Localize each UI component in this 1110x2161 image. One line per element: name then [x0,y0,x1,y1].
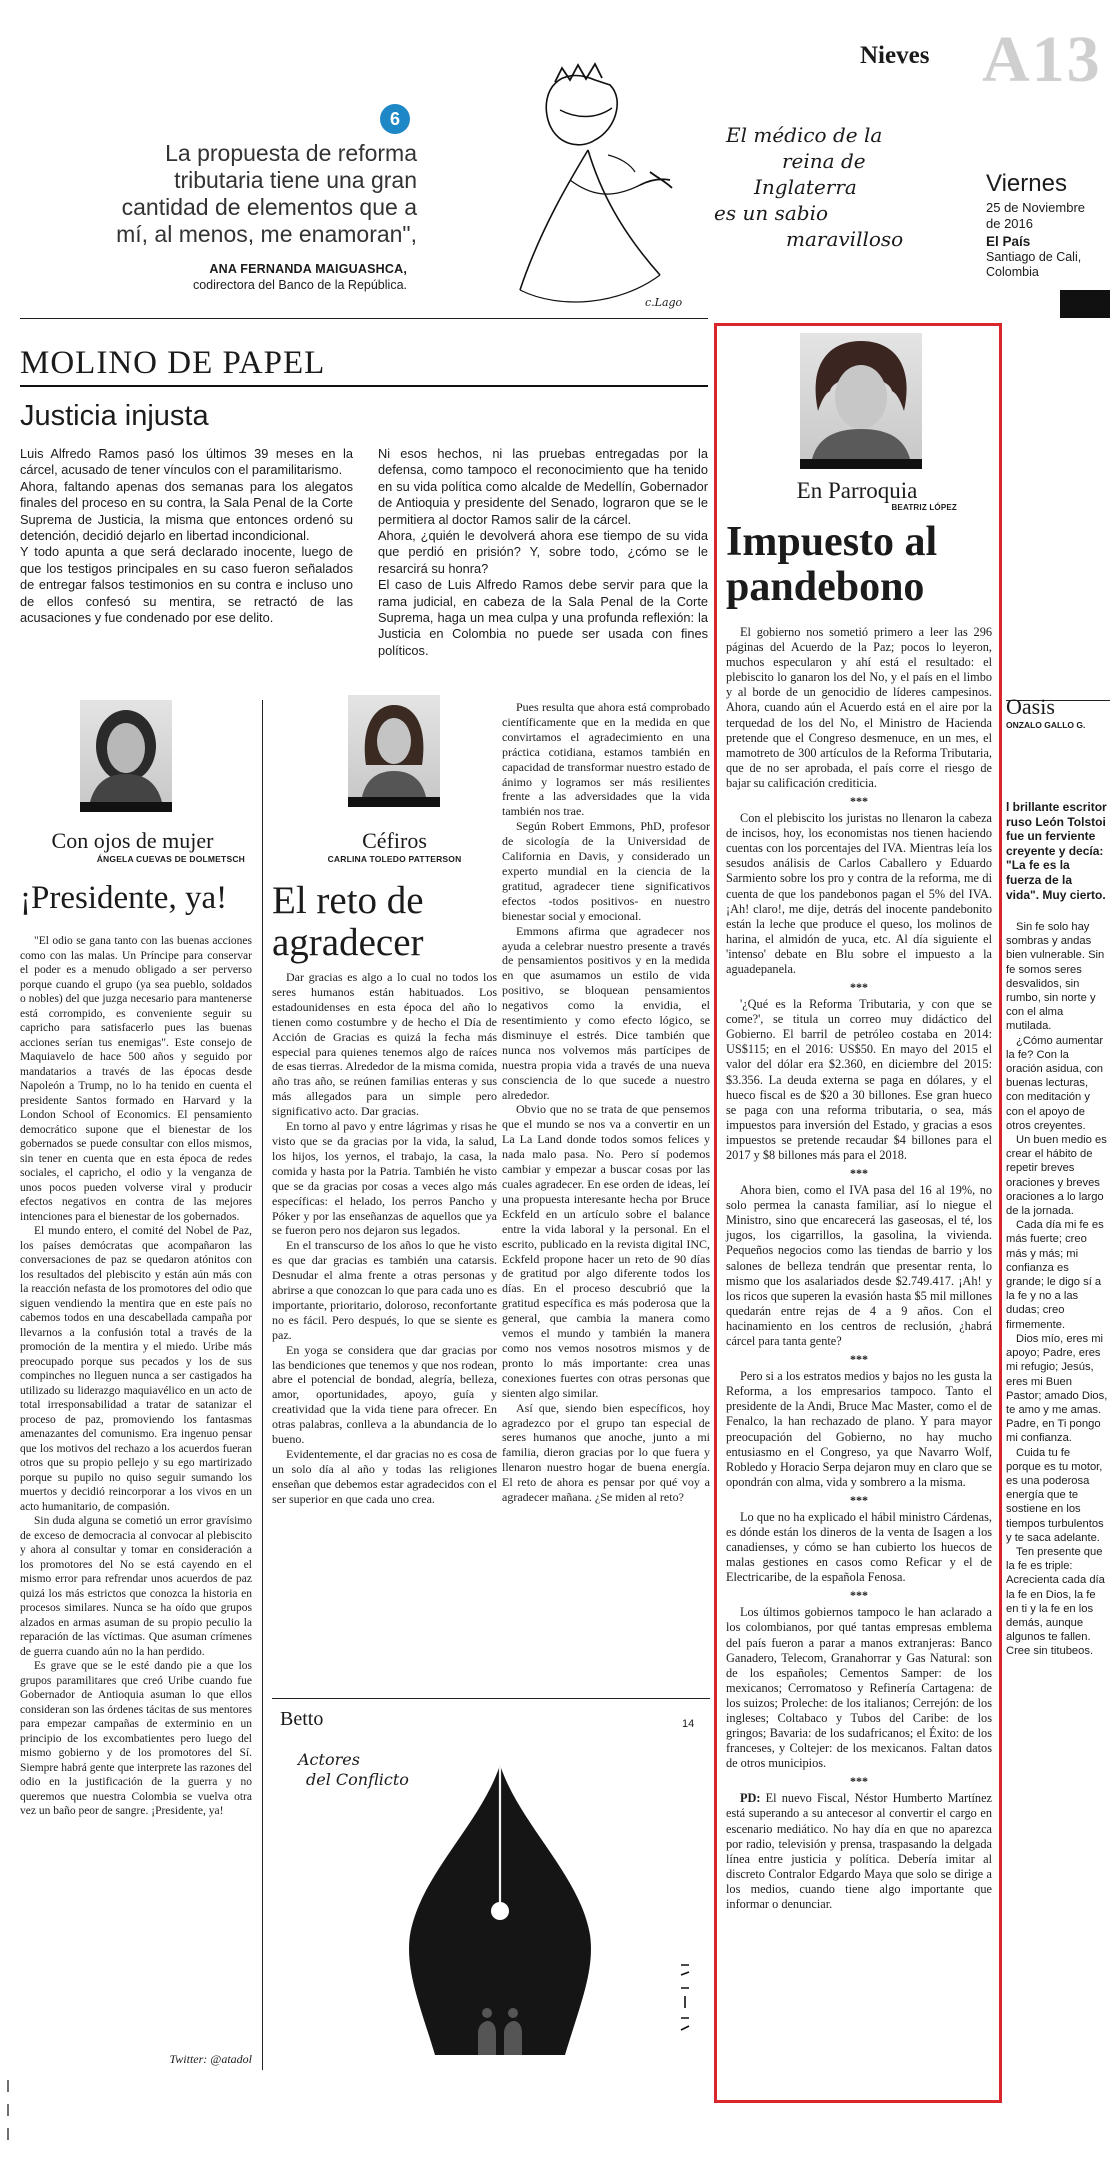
column-author: CARLINA TOLEDO PATTERSON [327,854,462,864]
cartoon-caption-line: del Conflicto [306,1770,409,1789]
divider [20,385,708,387]
paragraph: Pero si a los estratos medios y bajos no les gusta la Reforma, a los empresarios tampoco. Tanto el presidente de la Andi, Bruce Mac Master, como el de Fenalco, la han rechazado de plano. Y para mayor preocupación del Gobierno, no hay mucho entusiasmo en el Congreso, ya que Navarro Wolf, Robledo y Horacio Serpa dejaron muy en claro que se opondrán con alma, vida y sombrero a la misma. [726,1369,993,1489]
black-corner-block [1060,290,1110,318]
molino-header: MOLINO DE PAPEL [20,345,326,381]
author-photo [348,695,440,807]
article-body-col-b [502,700,710,1505]
paragraph: ¿Cómo aumentar la fe? Con la oración asidua, con buenas lecturas, con meditación y con el apoyo de otros creyentes. [1006,1034,1104,1132]
author-photo [80,700,172,812]
paragraph: Cuida tu fe porque es tu motor, es una poderosa energía que te sostiene en los tiempos turbulentos y te saca adelante. [1006,1446,1104,1544]
paragraph: Los últimos gobiernos tampoco le han aclarado a los colombianos, por qué tantas empresas emblema del país fueron a parar a manos extranjeras: Banco Ganadero, Telecom, Granahorrar y Gas Natural: son de los españoles; Cementos Samper: de los mexicanos; Cerromatoso y Refinería Cartagena: de los suizos; Proleche: de los italianos; Cerrejón: de los ingleses; Coltabaco y Tubos del Caribe: de los gringos; Bavaria: de los sudafricanos; el Éxito: de los franceses, y Coltejer: de los mexicanos. Faltan datos de otros municipios. [726,1605,992,1771]
cartoon-caption-line: Actores [298,1750,360,1769]
cartoon-mark: 14 [682,1718,695,1730]
paragraph: Luis Alfredo Ramos pasó los últimos 39 meses en la cárcel, acusado de tener vínculos con el paramilitarismo. [20,446,353,478]
paper-name: El País [986,234,1031,249]
separator: *** [850,1352,868,1367]
paragraph: Lo que no ha explicado el hábil ministro Cárdenas, es dónde están los dineros de la venta de Isagen a los canadienses, y cómo se han cubierto los huecos de malas gestiones en casos como Reficar y el de Electricaribe, de la española Fenosa. [726,1509,992,1585]
molino-title: Justicia injusta [20,400,209,432]
cartoon-caption-line: El médico de la [726,123,883,147]
column-author: BEATRIZ LÓPEZ [891,503,957,512]
paragraph: En el transcurso de los años lo que he visto es que dar gracias es también una catarsis. Desnudar el alma frente a otras personas y abrirse a que conozcan lo que para cada uno es importante, prioritario, doloroso, reconfortante no es fácil. Pero después, lo que se siente es paz. [272,1238,497,1342]
paragraph: Un buen medio es crear el hábito de repetir breves oraciones y breves oraciones a lo largo de la jornada. [1006,1134,1107,1218]
page-number: A13 [982,23,1102,96]
oasis-lead: l brillante escritor ruso León Tolstoi fue un ferviente creyente y decía: "La fe es la fuerza de la vida". Muy cierto. [1006,800,1107,902]
molino-column-1 [20,446,353,626]
paragraph: Y todo apunta a que será declarado inocente, luego de que los testigos principales en su caso fueron señalados de entregar falsos testimonios en su contra e incluso uno de ellos confesó su mentira, se retractó de las acusaciones y fue condenado por ese delito. [20,544,353,626]
twitter-handle: Twitter: @atadol [169,2052,252,2066]
date: 25 de Noviembre de 2016 [986,200,1085,231]
paragraph: Ahora, faltando apenas dos semanas para los alegatos finales del proceso en su contra, la Sala Penal de la Corte Suprema de Justicia, la misma que entonces ordenó su detención, decidió dejarlo en libertad incondicional. [20,478,353,544]
column-name: Con ojos de mujer [51,828,214,853]
cartoon-caption [710,122,915,252]
article-body-col-a [272,970,497,1507]
paragraph: Sin fe solo hay sombras y andas bien vulnerable. Sin fe somos seres desvalidos, sin rumbo, sin norte y con el alma mutilada. [1006,921,1105,1033]
paragraph: En torno al pavo y entre lágrimas y risas he visto que se da gracias por la vida, la salud, los hijos, los yernos, el trabajo, la casa, la comida y hasta por la Patria. También he visto que se da gracias por cosas a veces algo más específicas: el helado, los perros Pancho y Póker y por las enseñanzas de aquellos que ya se fueron pero nos dejaron sus legados. [272,1119,497,1238]
headline-line: Impuesto al [726,519,938,565]
pen-nib-cartoon [380,1755,620,2070]
paragraph: El gobierno nos sometió primero a leer las 296 páginas del Acuerdo de la Paz; pocos lo leyeron, muchos especularon y ahí está el resultado: el plebiscito lo ganaron los del No, y el país en el limbo y al borde de un genocidio de líderes campesinos. Ahora, cuando aún el Acuerdo está en el aire por la terquedad de los del No, el Ministro de Hacienda pretende que el Congreso desmenuce, en un mes, el mamotreto de 300 artículos de la Reforma Tributaria, que de no ser aprobada, el país corre el riesgo de bajar su calificación crediticia. [726,625,992,790]
paragraph: "El odio se gana tanto con las buenas acciones como con las malas. Un Príncipe para conservar el poder es a menudo obligado a ser perverso porque cuando el grupo (ya sea pueblo, soldados o nobles) del que juzga necesario para mantenerse está corrompido, es conveniente seguir su capricho para satisfacerlo pues las buenas acciones serían tus enemigas". Este consejo de Maquiavelo de hace 500 años y seguido por mandatarios a través de las épocas desde Napoleón a Trump, no lo ha tenido en cuenta el presidente Santos formado en Harvard y la London School of Economics. El pensamiento democrático supone que el bienestar de los gobernados se puede consultar con ellos mismos, sin tener en cuenta que en esta época de redes sociales, el capricho, el odio y la venganza de unos pocos pueden volverse viral y producir efectos negativos en contra de las mejores intenciones para el bienestar de los gobernados. [20,935,252,1223]
quote-author-role: codirectora del Banco de la República. [192,278,407,292]
column-name: Oasis [1006,694,1055,719]
paragraph: Ahora, ¿quién le devolverá ahora ese tiempo de su vida que perdió en prisión? Y, sobre todo, ¿cómo se le resarcirá su honra? [378,528,708,576]
divider [20,318,708,319]
paragraph: Es grave que se le esté dando pie a que los grupos paramilitares que creó Uribe cuando fue Gobernador de Antioquia asuman lo que ellos consideran son las órdenes tácitas de sus mentores para empezar campañas de exterminio en un principio de los excombatientes pero luego del mismo gobierno y de los promotores del Sí. Siempre habrá gente que interprete las razones del odio en la justificación de la guerra y no queremos que nuestra Colombia se vuelva otra vez un baño peor de sangre. ¡Presidente, ya! [20,1660,252,1817]
cartoon-caption-line: Inglaterra [754,175,857,199]
cartoon-side-marks [678,1960,692,2040]
paragraph: Emmons afirma que agradecer nos ayuda a celebrar nuestro presente a través de pensamientos positivos y en la medida en que asumamos un estilo de vida positivo, se bloquean pensamientos negativos como la envidia, el resentimiento y como efecto lógico, se disminuye el estrés. Dice también que nunca nos volvemos más partícipes de nuestra propia vida a través de una nueva consciencia de lo que sucede a nuestro alrededor. [502,923,710,1102]
divider [262,700,263,2070]
author-photo [800,333,922,469]
paragraph: El mundo entero, el comité del Nobel de Paz, los países demócratas que acompañaron las conversaciones de paz se quedaron atónitos con los resultados del plebiscito y están aún más con la reacción nefasta de los promotores del odio que siguen vendiendo la mentira que en este país no cabemos todos en una descabellada campaña por llevarnos a la confusión total a través de la promoción de la mentira y el miedo. Uribe más preocupado porque sus pecados y los de sus compinches no lleguen nunca a ser castigados ha utilizado su liderazgo maquiavélico en un acto de total irresponsabilidad a tratar de satanizar el proceso de paz, promoviendo los fantasmas amenazantes del comunismo. Era ingenuo pensar que los motivos del rechazo a los acuerdos fueran otros que su propio pellejo y su ego martirizado porque su pupilo no quiso seguir sumando los muertos y decidió reincorporar a los vivos en un acto humanitario, de compasión. [20,1225,252,1513]
paragraph: Dar gracias es algo a lo cual no todos los seres humanos están habituados. Los estadounidenses en esta época del año lo tienen como costumbre y de hecho el Día de Acción de Gracias es quizá la fecha más especial para quienes tenemos algo de raíces de esas tierras. Alrededor de la misma comida, año tras año, se reúnen familias enteras y sus más allegados para un simple pero significativo acto. Dar gracias. [272,970,497,1119]
oasis-body [1006,920,1108,1659]
headline-line: pandebono [726,564,925,610]
column-name: Céfiros [362,828,427,853]
cartoon-caption-line: es un sabio [714,201,829,225]
paragraph: Sin duda alguna se cometió un error gravísimo de exceso de democracia al convocar al plebiscito y ahora al consultar y tomar en consideración a los promotores del No se está cayendo en el mismo error para refrendar unos acuerdos de paz quizá los más estrictos que conozca la historia en procesos similares. Nunca se ha oído que grupos alzados en armas asuman de su propio peculio la reparación de las víctimas. Que asuman crímenes de guerra cuando aún no la han perdido. [20,1515,252,1658]
queen-cartoon [500,60,690,320]
scan-edge-marks [4,2080,12,2140]
molino-column-2 [378,446,708,659]
quote-number: 6 [389,109,400,129]
cartoonist-signature: c.Lago [645,296,683,309]
separator: *** [850,1492,868,1507]
quote-author: ANA FERNANDA MAIGUASHCA, [209,262,407,276]
cartoonist-label: Betto [280,1708,324,1730]
paragraph: Ni esos hechos, ni las pruebas entregadas por la defensa, como tampoco el reconocimiento que ha tenido en su vida política como alcalde de Medellín, Gobernador de Antioquia y presidente del Senado, lograron que se le permitiera al doctor Ramos salir de la cárcel. [378,446,708,527]
paragraph: Según Robert Emmons, PhD, profesor de sicología de la Universidad de California en Davis, y considerado un experto mundial en la ciencia de la gratitud, agradecer tiene significativos efectos -todos positivos- en nuestro bienestar social y emocional. [502,819,710,923]
article-body [20,934,252,1819]
postscript-text: El nuevo Fiscal, Néstor Humberto Martínez está superando a su antecesor al convertir el cargo en escenario mediático. No hay día en que no aparezca por radio, televisión y prensa, traspasando la delgada línea entre justicia y política. Debería imitar al discreto Contralor Edgardo Maya que solo se dirige a los medios, cuando tiene algo importante que informar o denunciar. [726,1791,992,1912]
place: Santiago de Cali, Colombia [986,250,1082,279]
article-body [726,625,992,1912]
separator: *** [850,980,868,995]
weekday: Viernes [986,170,1067,197]
paragraph: Ten presente que la fe es triple: Acrecienta cada día la fe en Dios, la fe en ti y la fe en los demás, aunque algunos te fallen. Cree sin titubeos. [1006,1545,1105,1658]
column-author: ONZALO GALLO G. [1006,720,1086,730]
paragraph: Dios mío, eres mi apoyo; Padre, eres mi refugio; Jesús, eres mi Buen Pastor; amado Dios, te amo y me amas. Padre, en Ti pongo mi confianza. [1006,1332,1108,1445]
quote-number-badge [380,104,410,134]
quote-text: La propuesta de reforma tributaria tiene una gran cantidad de elementos que a mí, al menos, me enamoran", [116,140,417,247]
headline [726,520,937,610]
headline [272,880,517,964]
separator: *** [850,1166,868,1181]
separator: *** [850,794,868,809]
headline: ¡Presidente, ya! [20,880,228,916]
headline-text: El reto de agradecer [272,879,424,964]
paragraph: Con el plebiscito los juristas no llenaron la cabeza de incisos, hoy, los economistas nos tienen haciendo cuentas con los porcentajes del IVA. Mientras leía los sesudos análisis de Carlos Caballero y Eduardo Sarmiento sobre los pro y contra de la reforma, me di cuenta de que los pandebonos pagan el 5% del IVA. ¡Ah! claro!, me dije, detrás del inocente pandebonito están la leche que produce el queso, los molinos de harina, el almidón de yuca, etc. Al día siguiente el 'intenso' debate en Blu sobre el impuesto a la aguadepanela. [726,811,992,976]
postscript-label: PD: [740,1791,761,1806]
column-name: En Parroquia [796,478,918,503]
column-author: ÁNGELA CUEVAS DE DOLMETSCH [96,854,245,864]
paragraph: Cada día mi fe es más fuerte; creo más y más; mi confianza es grande; le digo sí a la fe y no a las dudas; creo firmemente. [1006,1219,1104,1331]
paragraph: En yoga se considera que dar gracias por las bendiciones que tenemos y que nos rodean, abre el potencial de bondad, alegría, belleza, amor, oportunidades, apoyo, guía y creatividad que la vida tiene para ofrecer. En otras palabras, conlleva a la abundancia de lo bueno. [272,1342,497,1447]
cartoon-caption-line: reina de [782,149,866,173]
paragraph: Obvio que no se trata de que pensemos que el mundo se nos va a convertir en un La La Land donde todos somos felices y nada malo pasa. No. Pero sí podemos cambiar y empezar a buscar cosas por las cuales agradecer. En ese orden de ideas, leí una propuesta interesante hecha por Bruce Eckfeld en un artículo sobre el balance entre la vida laboral y la personal. En el escrito, publicado en la revista digital INC, Eckfeld propone hacer un reto de 90 días de gratitud por algo diferente todos los días. En el proceso descubrió que la gratitud específica es más poderosa que la general, que cambia la manera como vemos el mundo y también la manera como nos vemos nosotros mismos y de pronto lo más importante: crea unas conexiones fuertes con otras personas que sienten algo similar. [502,1102,710,1400]
paragraph: Ahora bien, como el IVA pasa del 16 al 19%, no solo permea la canasta familiar, así lo niegue el Ministro, sino que encarecerá las gaseosas, el té, los jugos, los cigarrillos, la gasolina, la vivienda. Pequeños negocios como las tiendas de barrio y los salones de belleza tendrán que presentar renta, lo mismo que los asalariados desde $2.749.417. ¡Ah! y los ricos que superen la evasión hasta $5 mil millones quedarán entre rejas de 4 a 9 años. Con el hacinamiento en los centros de reclusión, ¿habrá cárcel para tanta gente? [726,1183,992,1349]
separator: *** [850,1588,868,1603]
cartoon-caption-line: maravilloso [786,227,904,251]
paragraph: '¿Qué es la Reforma Tributaria, y con que se come?', se titula un correo muy didáctico del Gobierno. El barril de petróleo costaba en 2014: US$115; en el 2016: US$50. En mayo del 2015 el valor del dólar era $2.360, en diciembre del 2015: $3.356. La deuda externa se paga en dólares, y el hueco fiscal es de $20 a 30 billones. Ese gran hueco se paga con una reforma tributaria, o sea, más impuestos para inversión del Estado, y gracias a esos impuestos se pretende recaudar $4 billones para el 2017 y $8 billones más para el 2018. [726,997,992,1162]
postscript [726,1791,992,1912]
paragraph: Así que, siendo bien específicos, hoy agradezco por el grupo tan especial de seres humanos que anoche, junto a mi familia, dieron gracias por lo que fuera y llenaron nuestro hogar de buena energía. El reto de ahora es pensar por qué voy a agradecer mañana. ¿Se miden al reto? [502,1400,710,1505]
paragraph: Evidentemente, el dar gracias no es cosa de un solo día al año y todas las religiones enseñan que debemos estar agradecidos con el ser superior en que cada uno crea. [272,1447,497,1506]
separator: *** [850,1774,868,1789]
section-name: Nieves [860,42,930,69]
paragraph: Pues resulta que ahora está comprobado científicamente que en la medida en que convirtamos el agradecimiento en una práctica cotidiana, estamos también en capacidad de transformar nuestro estado de ánimo y logramos ser más resilientes frente a las adversidades que la vida también nos trae. [502,700,710,819]
divider [272,1698,710,1699]
paragraph: El caso de Luis Alfredo Ramos debe servir para que la rama judicial, en cabeza de la Sala Penal de la Corte Suprema, haga un mea culpa y una profunda reflexión: la Justicia en Colombia no puede ser usada con fines políticos. [378,577,708,658]
